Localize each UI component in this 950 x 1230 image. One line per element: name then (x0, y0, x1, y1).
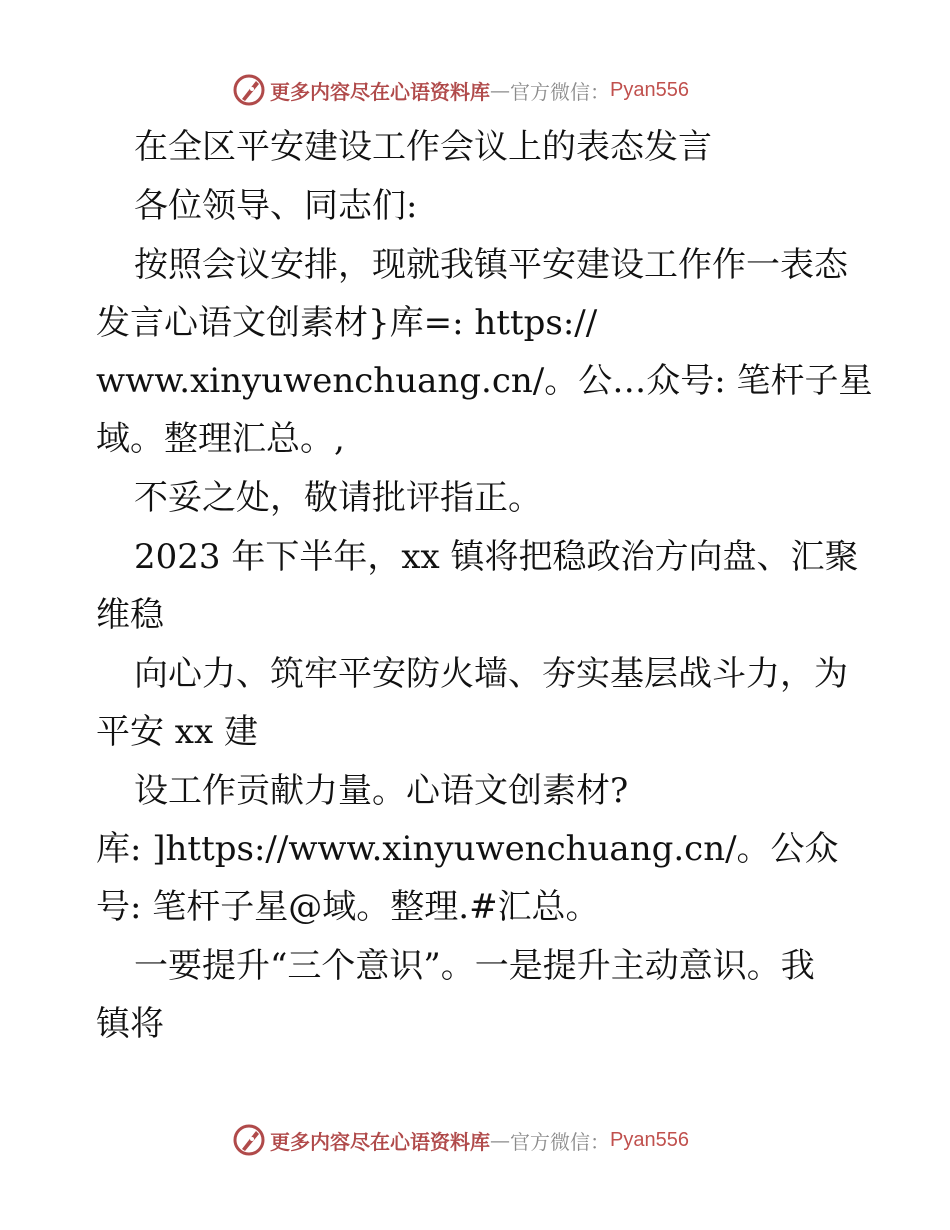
pen-logo-icon (232, 73, 266, 107)
banner-wechat-id: Pyan556 (610, 78, 689, 101)
body-line: 库: ]https://www.xinyuwenchuang.cn/。公众 (96, 829, 839, 869)
body-line: 一要提升“三个意识”。一是提升主动意识。我 (134, 946, 815, 986)
body-line: 2023 年下半年，xx 镇将把稳政治方向盘、汇聚 (134, 537, 859, 577)
pen-logo-icon (232, 1123, 266, 1157)
body-line: 镇将 (96, 1004, 164, 1044)
document-title: 在全区平安建设工作会议上的表态发言 (134, 127, 712, 167)
footer-banner (232, 1120, 689, 1160)
body-line: 不妥之处，敬请批评指正。 (134, 478, 542, 518)
body-line: 设工作贡献力量。心语文创素材? (134, 771, 629, 811)
banner-text: 更多内容尽在心语资料库 (270, 79, 490, 104)
body-line: 号: 笔杆子星@域。整理.#汇总。 (96, 887, 600, 927)
body-line: 平安 xx 建 (96, 712, 258, 752)
body-line: 域。整理汇总。, (96, 419, 345, 459)
salutation: 各位领导、同志们: (134, 186, 418, 226)
banner-wechat-id: Pyan556 (610, 1128, 689, 1151)
body-line: www.xinyuwenchuang.cn/。公…众号: 笔杆子星 (96, 361, 873, 401)
body-line: 向心力、筑牢平安防火墙、夯实基层战斗力，为 (134, 654, 848, 694)
banner-wechat-label: 官方微信： (510, 1129, 610, 1154)
body-line: 维稳 (96, 595, 164, 635)
body-line: 按照会议安排，现就我镇平安建设工作作一表态 (134, 245, 848, 285)
banner-dash: — (490, 78, 510, 102)
banner-wechat-label: 官方微信： (510, 79, 610, 104)
header-banner (232, 70, 689, 110)
banner-dash: — (490, 1128, 510, 1152)
body-line: 发言心语文创素材}库=: https:// (96, 303, 598, 343)
banner-text: 更多内容尽在心语资料库 (270, 1129, 490, 1154)
